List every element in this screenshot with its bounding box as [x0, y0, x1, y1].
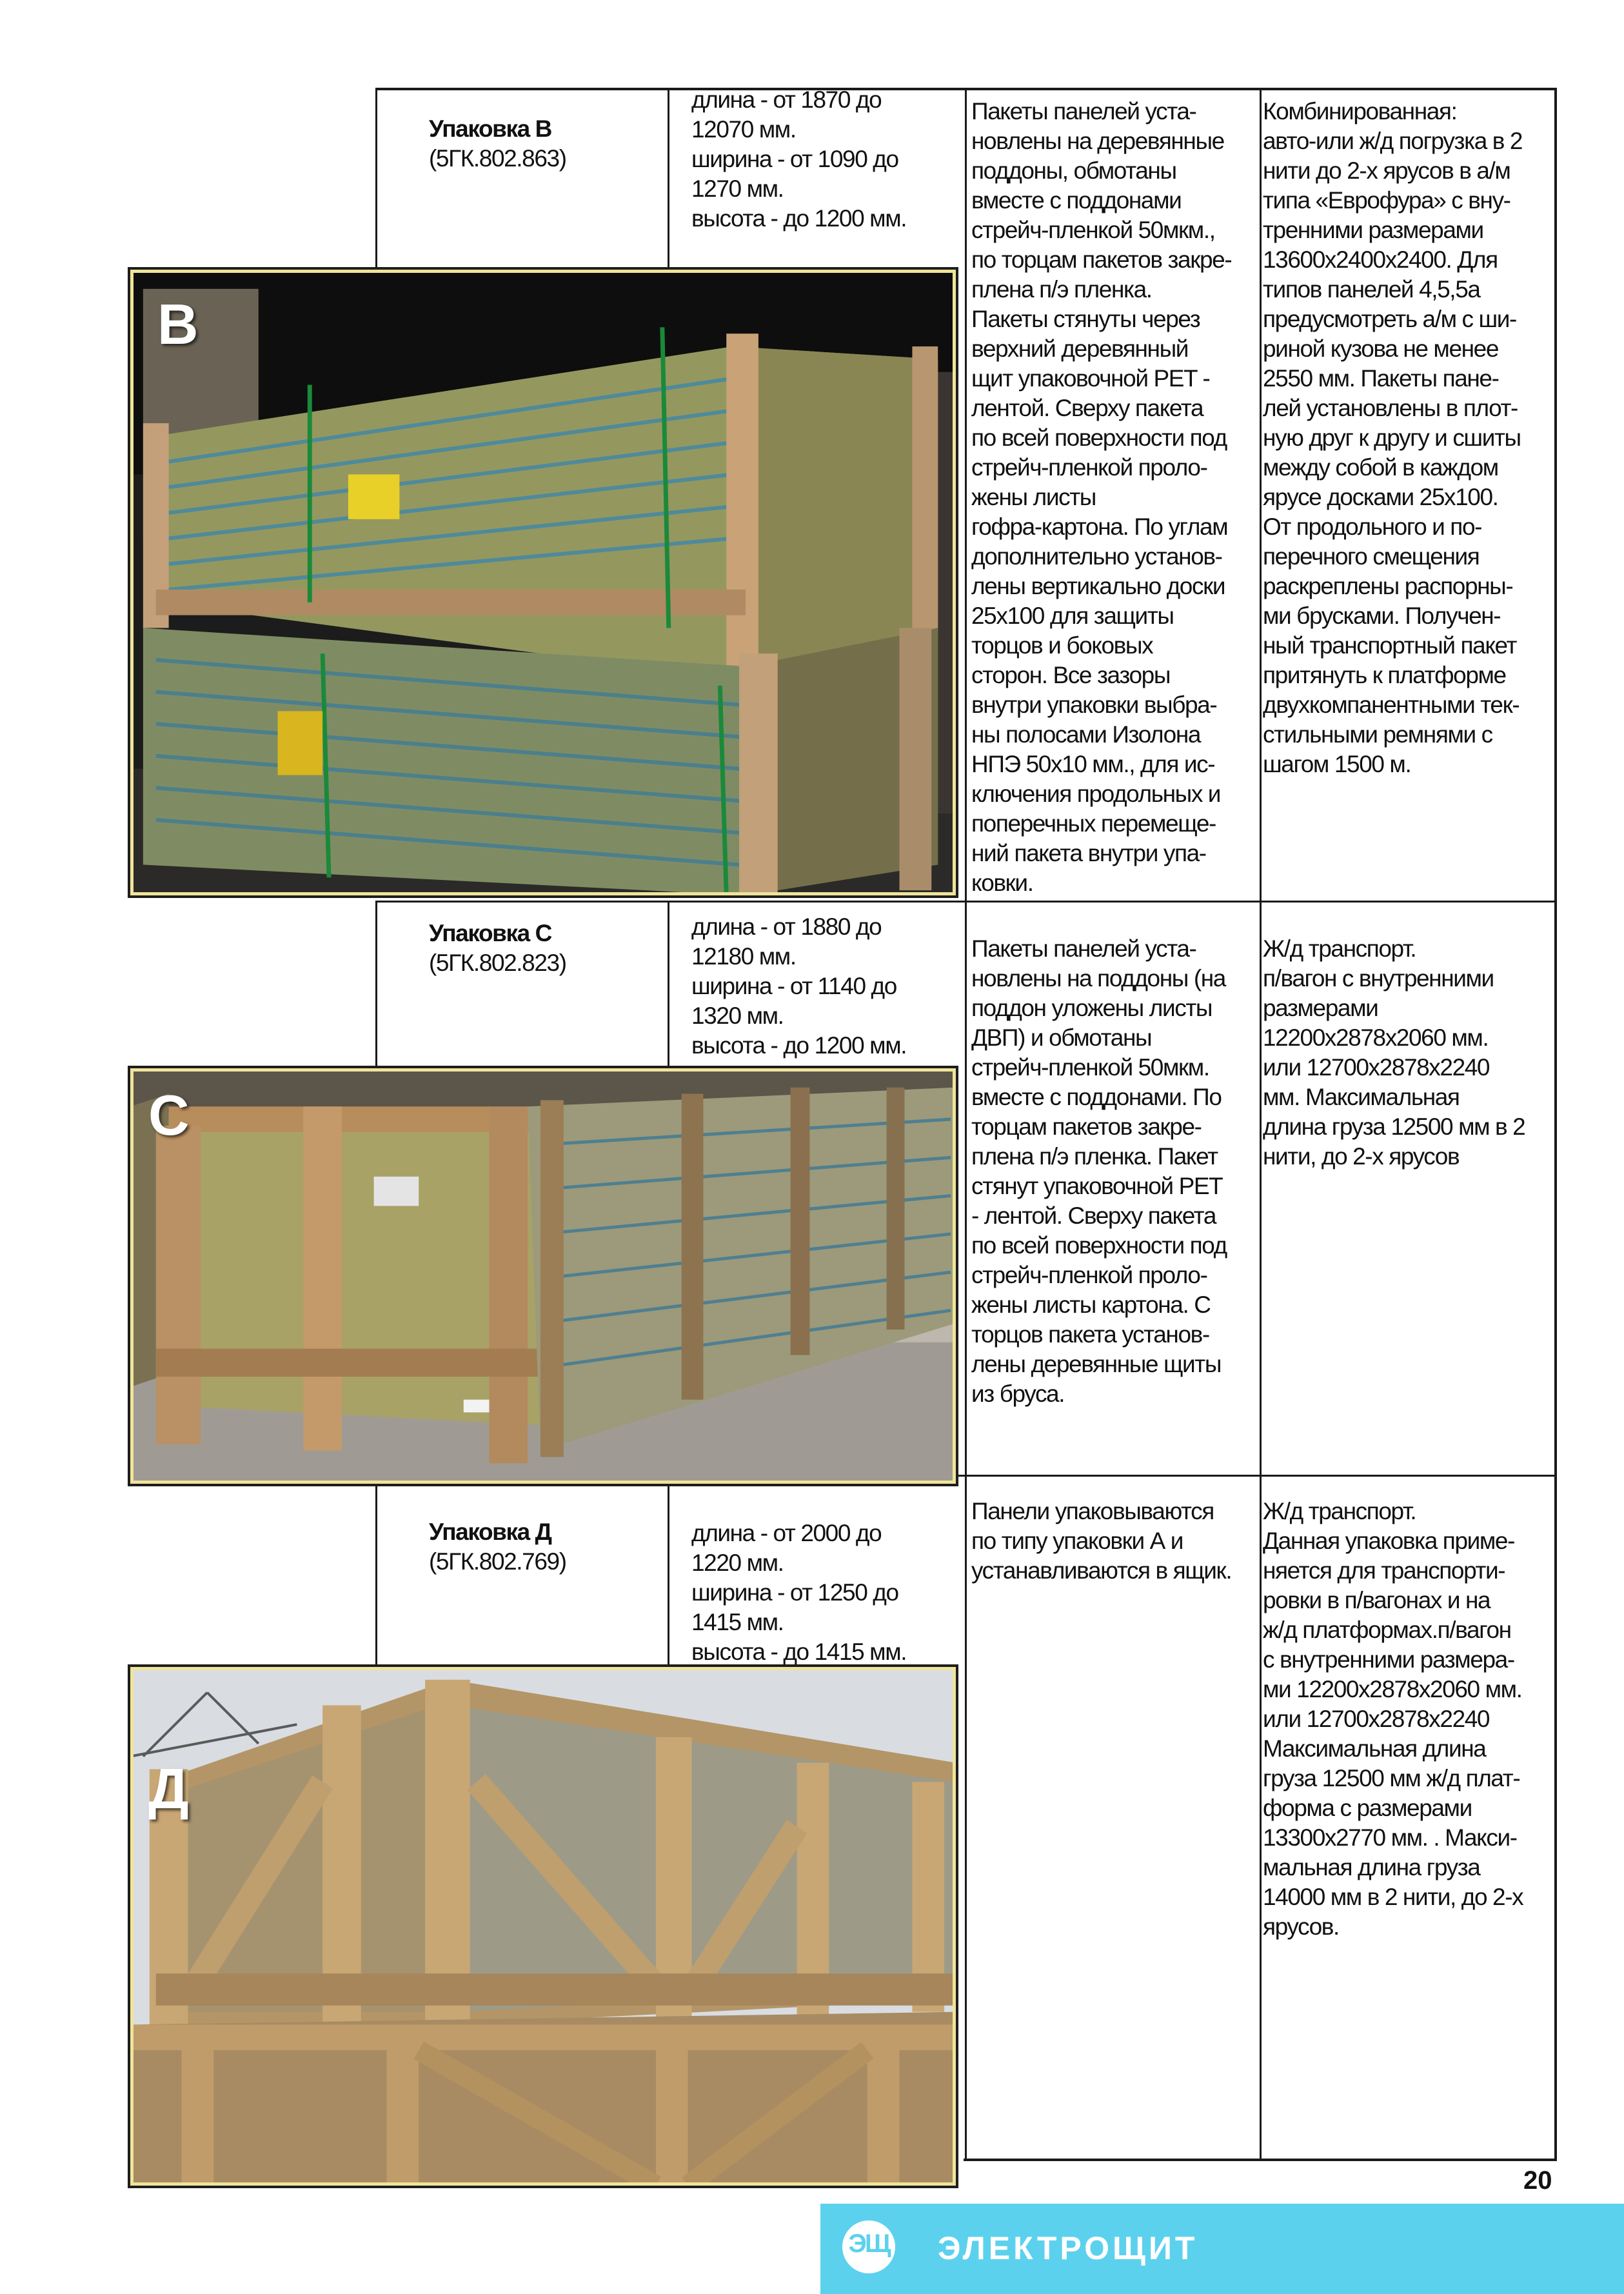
package-description: Пакеты панелей уста- новлены на поддоны (на поддон уложены листы ДВП) и обмотаны стрейч-пленкой 50мкм. вместе с поддонами. По торцам пакетов закре- плена п/э пленка. Пакет стянут упаковочной PET - лентой. Сверху пакета по всей поверхности под стрейч-пленкой проло- жены листы картона. С торцов пакета установ- лены деревянные щиты из бруса. [971, 935, 1227, 1407]
col-dims-border [668, 88, 669, 267]
package-description: Панели упаковываются по типу упаковки А и устанавливаются в ящик. [971, 1498, 1232, 1584]
page-number: 20 [1523, 2166, 1552, 2195]
footer-bar [820, 2204, 1624, 2294]
package-dimensions: длина - от 1880 до 12180 мм. ширина - от 1140 до 1320 мм. высота - до 1200 мм. [691, 913, 907, 1059]
row-divider [375, 901, 1557, 903]
photo-letter-label: С [148, 1083, 190, 1147]
transport-conditions: Комбинированная: авто-или ж/д погрузка в 2 нити до 2-х ярусов в а/м типа «Еврофура» с вну- тренними размерами 13600x2400x2400. Для типов панелей 4,5,5а предусмотреть а/м с ши- риной кузова не менее 2550 мм. Пакеты пане- лей установлены в плот- ную друг к другу и сшиты между собой в каждом ярусе досками 25x100. От продольного и по- перечного смещения раскреплены распорны- ми брусками. Получен- ный транспортный пакет притянуть к платформе двухкомпанентными тек- стильными ремнями с шагом 1500 м. [1263, 98, 1523, 777]
package-c-photo-image [130, 1068, 956, 1484]
package-name: Упаковка В [429, 115, 552, 142]
photo-letter-label: В [157, 292, 199, 356]
package-b-photo-image [130, 270, 956, 895]
package-code: (5ГК.802.769) [429, 1548, 566, 1575]
transport-conditions: Ж/д транспорт. Данная упаковка приме- няется для транспорти- ровки в п/вагонах и на ж/д платформах.п/вагон с внутренними размера- ми 12200x2878x2060 мм. или 12700x2878x2240 Максимальная длина груза 12500 мм ж/д плат- форма с размерами 13300x2770 мм. . Макси- мальная длина груза 14000 мм в 2 нити, до 2-х ярусов. [1263, 1498, 1523, 1940]
col-left-border [375, 902, 377, 1066]
package-code: (5ГК.802.823) [429, 950, 566, 976]
col-desc-border [965, 88, 967, 2161]
brand-logo-icon [842, 2220, 895, 2273]
package-photo [128, 267, 958, 898]
transport-conditions: Ж/д транспорт. п/вагон с внутренними размерами 12200x2878x2060 мм. или 12700x2878x2240 мм. Максимальная длина груза 12500 мм в 2 нити, до 2-х ярусов [1263, 935, 1525, 1170]
brand-name: ЭЛЕКТРОЩИТ [938, 2230, 1198, 2266]
package-name: Упаковка Д [429, 1519, 551, 1545]
package-name: Упаковка С [429, 920, 552, 946]
col-left-border [375, 88, 377, 267]
col-dims-border [668, 902, 669, 1066]
col-dims-border [668, 1476, 669, 1664]
package-d-photo-image [130, 1667, 956, 2186]
photo-letter-label: Д [148, 1757, 189, 1820]
package-dimensions: длина - от 1870 до 12070 мм. ширина - от 1090 до 1270 мм. высота - до 1200 мм. [691, 86, 907, 232]
package-photo [128, 1066, 958, 1486]
package-dimensions: длина - от 2000 до 1220 мм. ширина - от 1250 до 1415 мм. высота - до 1415 мм. [691, 1520, 907, 1665]
col-transport-border [1260, 88, 1262, 2161]
brand-logo-text: ЭЩ [848, 2229, 889, 2258]
table-right-border [1554, 88, 1557, 2161]
package-photo [128, 1664, 958, 2188]
package-description: Пакеты панелей уста- новлены на деревянные поддоны, обмотаны вместе с поддонами стрейч-пленкой 50мкм., по торцам пакетов закре- плена п/э пленка. Пакеты стянуты через верхний деревянный щит упаковочной PET - лентой. Сверху пакета по всей поверхности под стрейч-пленкой проло- жены листы гофра-картона. По углам дополнительно установ- лены вертикально доски 25x100 для защиты торцов и боковых сторон. Все зазоры внутри упаковки выбра- ны полосами Изолона НПЭ 50x10 мм., для ис- ключения продольных и поперечных перемеще- ний пакета внутри упа- ковки. [971, 98, 1232, 896]
col-left-border [375, 1476, 377, 1664]
package-code: (5ГК.802.863) [429, 145, 566, 172]
